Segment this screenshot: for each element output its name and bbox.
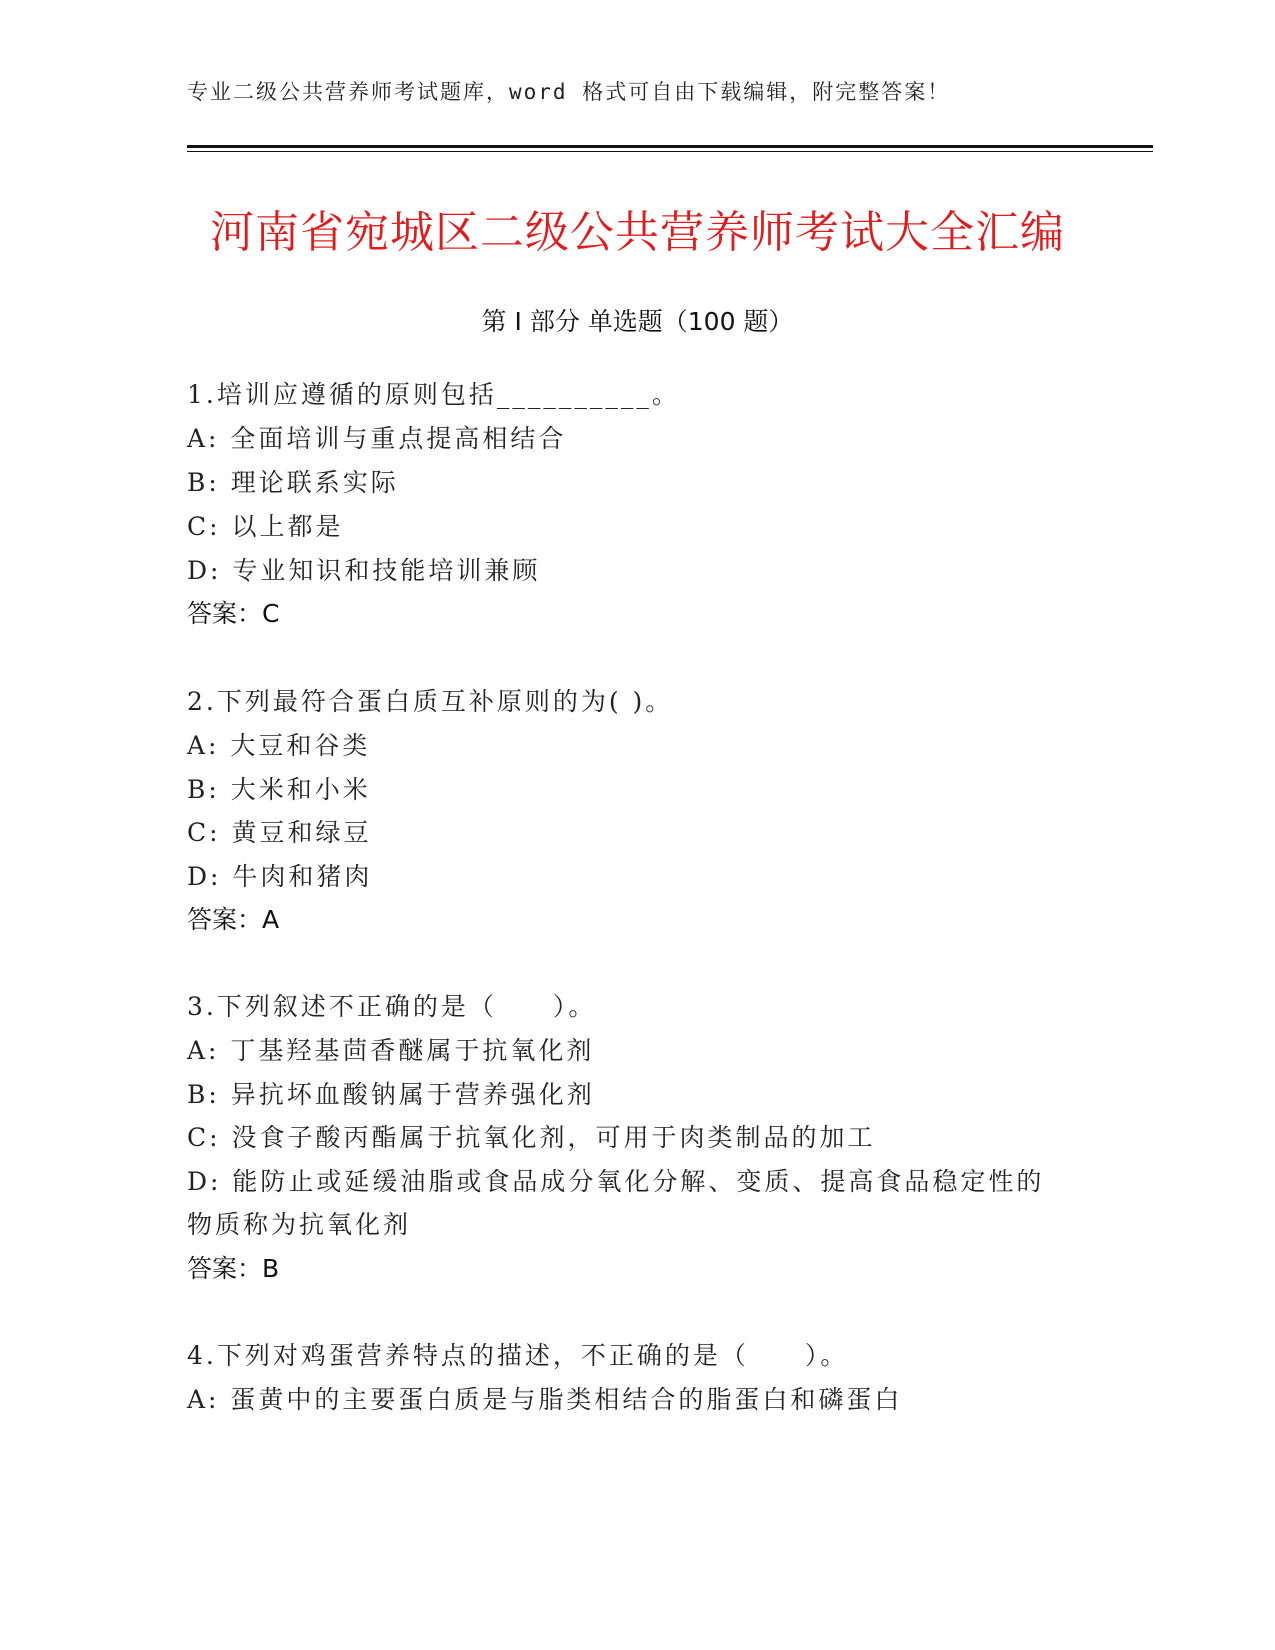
header-divider-thin [187, 151, 1153, 152]
header-divider-thick [187, 145, 1153, 148]
question-2-option-b: B: 大米和小米 [187, 775, 371, 804]
question-4-stem: 4.下列对鸡蛋营养特点的描述，不正确的是（ ）。 [187, 1341, 849, 1370]
question-3-option-d: D: 能防止或延缓油脂或食品成分氧化分解、变质、提高食品稳定性的 [187, 1167, 1045, 1196]
question-1-option-d: D: 专业知识和技能培训兼顾 [187, 556, 541, 585]
question-3-stem: 3.下列叙述不正确的是（ ）。 [187, 992, 597, 1021]
question-2-option-c: C: 黄豆和绿豆 [187, 818, 372, 847]
question-3-option-d-continued: 物质称为抗氧化剂 [187, 1210, 412, 1239]
question-1-option-a: A: 全面培训与重点提高相结合 [187, 424, 567, 453]
question-3-option-b: B: 异抗坏血酸钠属于营养强化剂 [187, 1080, 595, 1109]
question-2-answer: 答案：A [187, 905, 280, 934]
question-3-option-c: C: 没食子酸丙酯属于抗氧化剂，可用于肉类制品的加工 [187, 1123, 876, 1152]
section-title: 第 I 部分 单选题（100 题） [481, 307, 794, 336]
question-1-answer: 答案：C [187, 599, 280, 628]
question-4-option-a: A: 蛋黄中的主要蛋白质是与脂类相结合的脂蛋白和磷蛋白 [187, 1385, 903, 1414]
question-2-option-a: A: 大豆和谷类 [187, 731, 371, 760]
question-3-option-a: A: 丁基羟基茴香醚属于抗氧化剂 [187, 1036, 595, 1065]
question-1-stem: 1.培训应遵循的原则包括__________。 [187, 380, 680, 409]
question-1-option-b: B: 理论联系实际 [187, 468, 399, 497]
question-3-answer: 答案：B [187, 1254, 280, 1283]
document-title: 河南省宛城区二级公共营养师考试大全汇编 [210, 207, 1065, 258]
question-2-stem: 2.下列最符合蛋白质互补原则的为( )。 [187, 687, 674, 716]
question-1-option-c: C: 以上都是 [187, 512, 344, 541]
header-note: 专业二级公共营养师考试题库，word 格式可自由下载编辑，附完整答案！ [187, 80, 951, 104]
question-2-option-d: D: 牛肉和猪肉 [187, 862, 373, 891]
